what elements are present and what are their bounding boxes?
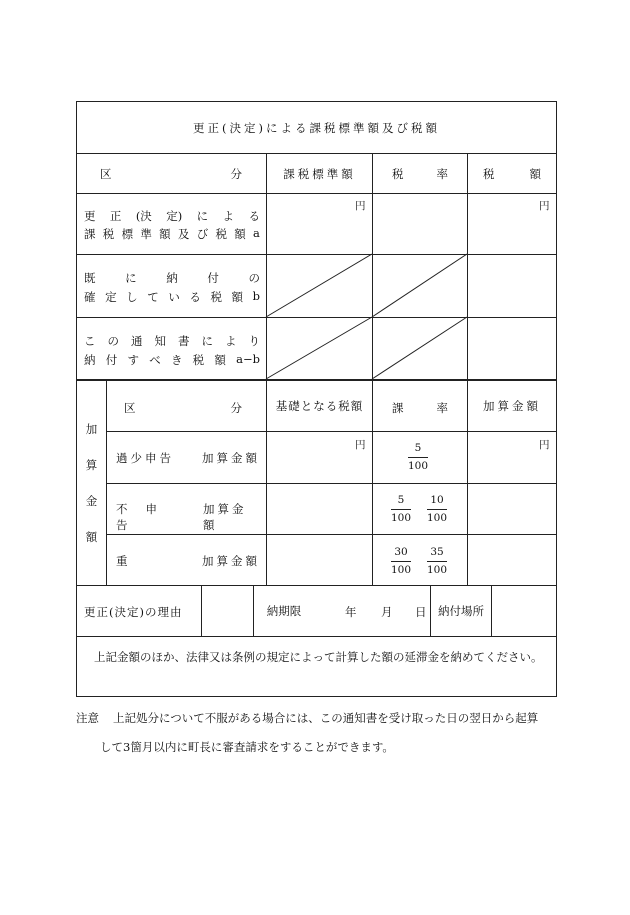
row-b-line2: 確 定 し て い る 税 額 b xyxy=(84,289,260,304)
surcharge-header-amount: 加算金額 xyxy=(483,399,541,413)
notice-label: 注意 xyxy=(76,711,99,725)
rate-fraction: $\frac{5}{100}$ xyxy=(408,442,429,472)
rate-fraction: $\frac{35}{100}$ xyxy=(427,546,448,576)
surcharge-header-base: 基礎となる税額 xyxy=(275,399,364,413)
date-year: 年 xyxy=(345,605,357,619)
notice-line1: 上記処分について不服がある場合には、この通知書を受け取った日の翌日から起算 xyxy=(113,711,539,725)
row-a-line2: 課 税 標 準 額 及 び 税 額 a xyxy=(84,226,260,241)
header-base: 課税標準額 xyxy=(283,166,356,181)
row-a-base-unit: 円 xyxy=(355,200,366,212)
surcharge-row1-amount-unit: 円 xyxy=(539,439,550,451)
surcharge-row-heavy: 重 加算金額 xyxy=(116,554,260,568)
row-b-line1: 既 に 納 付 の xyxy=(84,271,260,285)
row-ab-line2: 納 付 す べ き 税 額 a−b xyxy=(84,352,260,367)
surcharge-side-label: 加 算 金 額 xyxy=(85,421,98,544)
surcharge-header-rate: 課 率 xyxy=(392,401,448,415)
payment-place-label: 納付場所 xyxy=(438,604,484,618)
header-amount: 税 額 xyxy=(483,167,541,181)
row-a-line1: 更 正 (決 定) に よ る xyxy=(84,209,260,223)
deadline-label: 納期限 xyxy=(266,604,302,618)
rate-fraction: $\frac{10}{100}$ xyxy=(427,494,448,524)
surcharge-row-underreport: 過少申告 加算金額 xyxy=(116,451,260,465)
notice-line2: して3箇月以内に町長に審査請求をすることができます。 xyxy=(100,740,394,754)
date-day: 日 xyxy=(415,605,427,619)
row-ab-line1: こ の 通 知 書 に よ り xyxy=(84,334,260,348)
reason-label: 更正(決定)の理由 xyxy=(84,605,183,619)
rate-fraction: $\frac{30}{100}$ xyxy=(391,546,412,576)
rate-fraction: $\frac{5}{100}$ xyxy=(391,494,412,524)
header-category: 区 分 xyxy=(100,167,242,181)
surcharge-row1-base-unit: 円 xyxy=(355,439,366,451)
table-title: 更正(決定)による課税標準額及び税額 xyxy=(193,120,440,135)
surcharge-row-nonfiling: 不申告 加算金額 xyxy=(116,502,247,532)
date-month: 月 xyxy=(381,605,393,619)
row-a-amount-unit: 円 xyxy=(539,200,550,212)
surcharge-header-category: 区 分 xyxy=(124,401,242,415)
delinquency-notice: 上記金額のほか、法律又は条例の規定によって計算した額の延滞金を納めてください。 xyxy=(94,650,543,664)
header-rate: 税 率 xyxy=(392,167,448,181)
